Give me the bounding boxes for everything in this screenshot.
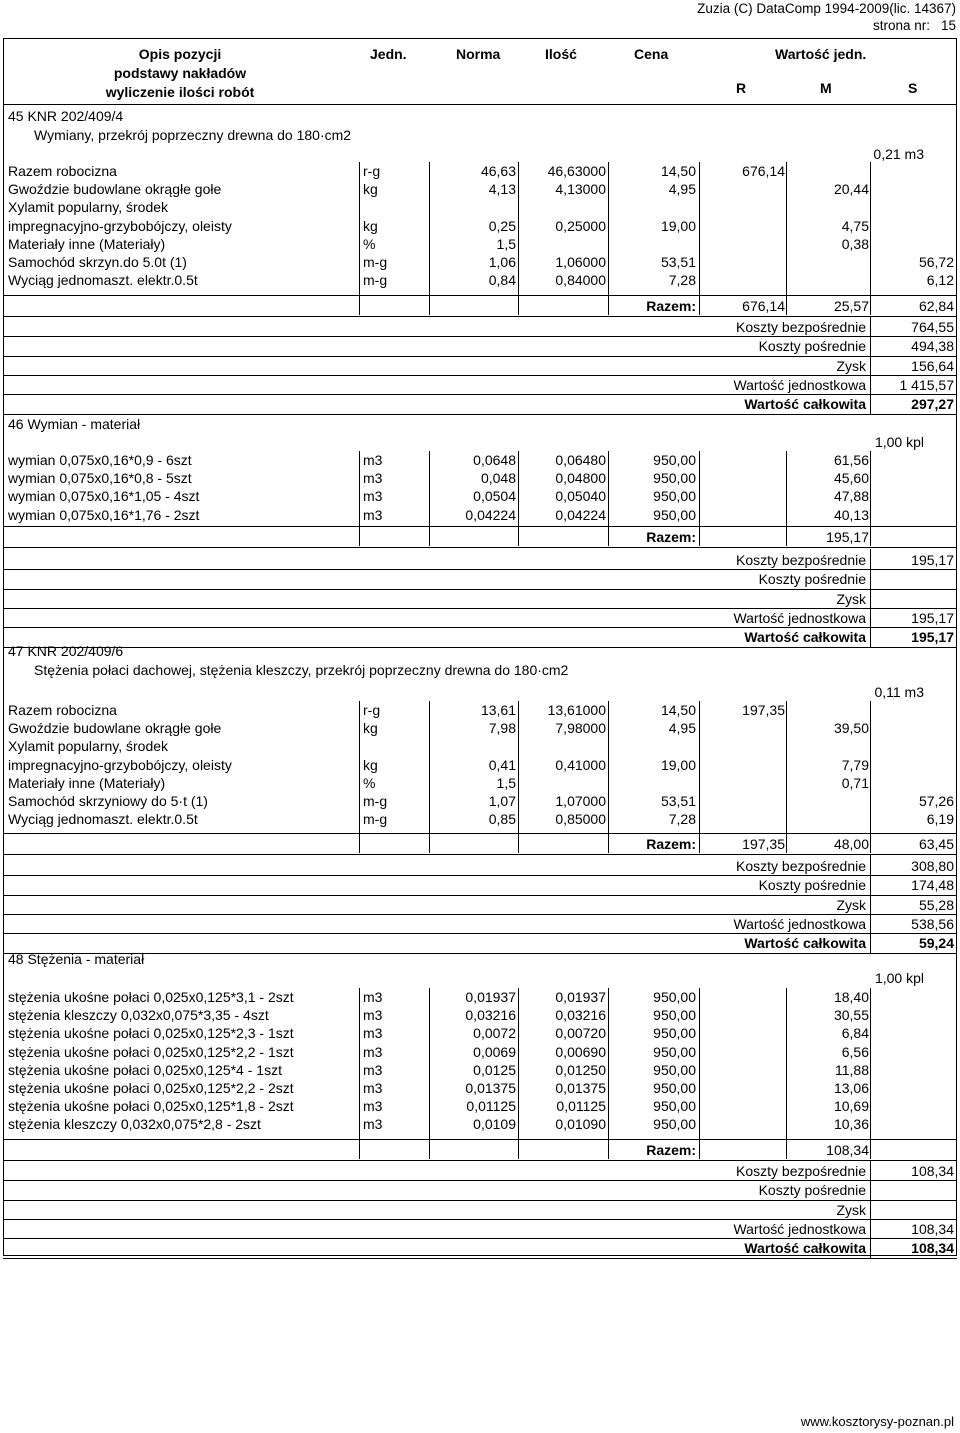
cell-norm: 4,13	[488, 181, 516, 198]
cell-norm: 0,0109	[473, 1116, 516, 1133]
cell-qty: 0,00690	[555, 1043, 606, 1060]
cell-price: 53,51	[660, 793, 696, 809]
summary-value: 308,80	[911, 858, 954, 874]
razem-row	[0, 528, 960, 546]
cell-unit: m3	[363, 1025, 383, 1042]
cell-qty: 0,01090	[555, 1116, 606, 1133]
cell-norm: 0,0125	[473, 1061, 516, 1078]
razem-line	[3, 316, 957, 317]
table-row	[0, 1061, 960, 1079]
cell-price: 950,00	[653, 989, 696, 1005]
cell-desc: wymian 0,075x0,16*1,76 - 2szt	[8, 506, 200, 523]
cell-unit: m3	[363, 1098, 383, 1115]
cell-norm: 0,0069	[473, 1043, 516, 1060]
cell-qty: 0,01250	[555, 1061, 606, 1078]
cell-price: 950,00	[653, 1098, 696, 1115]
cell-s: 6,19	[926, 811, 954, 828]
cell-qty: 0,01125	[556, 1098, 606, 1115]
cell-m: 61,56	[833, 452, 869, 468]
cell-desc: Gwoździe budowlane okrągłe gołe	[8, 181, 222, 198]
table-row	[0, 1097, 960, 1115]
col-qty: Ilość	[545, 46, 577, 62]
table-row	[0, 737, 960, 755]
cell-norm: 0,0072	[473, 1025, 516, 1042]
summary-row	[0, 857, 960, 875]
cell-unit: m3	[363, 1080, 383, 1096]
summary-label: Koszty pośrednie	[758, 877, 866, 894]
table-row	[0, 217, 960, 235]
table-row	[0, 180, 960, 198]
cell-unit: %	[363, 774, 376, 791]
total-value-row	[0, 395, 960, 413]
razem-label: Razem:	[646, 1142, 696, 1158]
cell-unit: m-g	[363, 254, 388, 270]
cell-desc: Razem robocizna	[8, 163, 117, 179]
cell-price: 53,51	[660, 254, 696, 270]
cell-norm: 0,25	[488, 217, 516, 234]
cell-desc: stężenia ukośne połaci 0,025x0,125*2,2 - 2szt	[8, 1080, 294, 1096]
table-row	[0, 774, 960, 792]
summary-value: 108,34	[911, 1163, 954, 1179]
cell-r: 197,35	[742, 702, 785, 718]
razem-line	[3, 854, 957, 855]
razem-label: Razem:	[646, 529, 696, 545]
cell-desc: Xylamit popularny, środek	[8, 738, 169, 755]
cell-m: 6,84	[841, 1025, 869, 1042]
summary-row	[0, 1181, 960, 1199]
cell-qty: 1,07000	[555, 793, 606, 809]
cell-norm: 0,01937	[465, 989, 516, 1005]
summary-value: 174,48	[911, 877, 954, 894]
table-row	[0, 451, 960, 469]
cell-desc: Razem robocizna	[8, 702, 117, 718]
table-row	[0, 1079, 960, 1097]
cell-unit: m3	[363, 506, 383, 523]
copyright-text: Zuzia (C) DataComp 1994-2009(lic. 14367)	[697, 1, 956, 16]
cell-norm: 0,0648	[473, 452, 516, 468]
summary-label: Zysk	[836, 896, 866, 913]
summary-line	[3, 647, 957, 648]
cell-desc: stężenia ukośne połaci 0,025x0,125*2,3 - 1szt	[8, 1025, 294, 1042]
section-subtitle: Wymiany, przekrój poprzeczny drewna do 180·cm2	[34, 127, 352, 143]
col-desc-line2: podstawy nakładów	[113, 65, 247, 81]
cell-desc: Xylamit popularny, środek	[8, 199, 169, 216]
cell-m: 13,06	[833, 1080, 869, 1096]
section-subtitle: Stężenia połaci dachowej, stężenia kleszczy, przekrój poprzeczny drewna do 180·cm2	[34, 662, 569, 678]
table-row	[0, 271, 960, 289]
cell-price: 950,00	[653, 470, 696, 487]
col-price: Cena	[634, 46, 669, 62]
cell-m: 39,50	[833, 720, 869, 737]
cell-qty: 0,00720	[555, 1025, 606, 1042]
cell-price: 950,00	[653, 1080, 696, 1096]
table-row	[0, 1024, 960, 1042]
table-row	[0, 487, 960, 505]
cell-m: 10,36	[833, 1116, 869, 1133]
cell-qty: 4,13000	[555, 181, 606, 198]
footer-website: www.kosztorysy-poznan.pl	[800, 1414, 954, 1429]
cell-m: 45,60	[833, 470, 869, 487]
section-title: 46 Wymian - materiał	[8, 416, 141, 432]
cell-qty: 0,01375	[555, 1080, 606, 1096]
summary-row	[0, 609, 960, 627]
total-value-row	[0, 628, 960, 646]
summary-value: 108,34	[911, 1220, 954, 1237]
summary-value: 156,64	[911, 357, 954, 374]
cell-s: 56,72	[918, 254, 954, 270]
cell-unit: kg	[363, 756, 378, 773]
summary-row	[0, 1220, 960, 1238]
cell-qty: 0,41000	[555, 756, 606, 773]
cell-price: 14,50	[660, 163, 696, 179]
cell-unit: m-g	[363, 272, 388, 289]
cell-price: 19,00	[660, 217, 696, 234]
cell-unit: %	[363, 235, 376, 252]
cell-desc: Wyciąg jednomaszt. elektr.0.5t	[8, 272, 198, 289]
table-row	[0, 701, 960, 719]
col-m: M	[820, 80, 832, 96]
cell-norm: 1,5	[496, 774, 516, 791]
page-number: 15	[940, 18, 956, 33]
cell-qty: 0,04800	[555, 470, 606, 487]
rows-divider	[3, 1139, 957, 1140]
cell-norm: 46,63	[480, 163, 516, 179]
col-unit: Jedn.	[370, 46, 407, 62]
summary-label: Zysk	[836, 357, 866, 374]
section-amount: 1,00 kpl	[874, 434, 924, 450]
page-label: strona nr:	[872, 18, 930, 33]
cell-desc: stężenia ukośne połaci 0,025x0,125*3,1 - 2szt	[8, 989, 294, 1005]
cell-norm: 0,41	[488, 756, 516, 773]
cell-price: 950,00	[653, 1025, 696, 1042]
cell-desc: stężenia kleszczy 0,032x0,075*2,8 - 2szt	[8, 1116, 261, 1133]
cell-unit: kg	[363, 181, 378, 198]
cell-unit: m3	[363, 452, 383, 468]
cell-m: 7,79	[841, 756, 869, 773]
summary-row	[0, 896, 960, 914]
cell-unit: r-g	[363, 702, 381, 718]
summary-value: 538,56	[911, 915, 954, 932]
summary-value: 108,34	[911, 1240, 954, 1257]
cell-unit: m-g	[363, 811, 388, 828]
summary-line	[3, 414, 957, 415]
cell-price: 950,00	[653, 1007, 696, 1024]
cell-desc: Wyciąg jednomaszt. elektr.0.5t	[8, 811, 198, 828]
cell-m: 20,44	[833, 181, 869, 198]
cell-m: 40,13	[833, 506, 869, 523]
summary-value: 764,55	[911, 319, 954, 335]
cell-price: 19,00	[660, 756, 696, 773]
cell-price: 4,95	[668, 720, 696, 737]
cell-qty: 1,06000	[555, 254, 606, 270]
cell-r: 676,14	[742, 163, 785, 179]
summary-row	[0, 1201, 960, 1219]
razem-s: 63,45	[918, 836, 954, 852]
summary-row	[0, 876, 960, 894]
summary-row	[0, 376, 960, 394]
table-row	[0, 756, 960, 774]
summary-label: Koszty bezpośrednie	[736, 319, 866, 335]
cell-unit: m3	[363, 989, 383, 1005]
cell-desc: impregnacyjno-grzybobójczy, oleisty	[8, 756, 232, 773]
cell-desc: wymian 0,075x0,16*0,8 - 5szt	[8, 470, 192, 487]
rows-divider	[3, 526, 957, 527]
summary-label: Koszty bezpośrednie	[736, 858, 866, 874]
cell-price: 950,00	[653, 1116, 696, 1133]
cell-unit: m3	[363, 488, 383, 505]
summary-row	[0, 337, 960, 355]
cell-norm: 0,85	[488, 811, 516, 828]
cell-qty: 0,01937	[555, 989, 606, 1005]
cell-desc: impregnacyjno-grzybobójczy, oleisty	[8, 217, 232, 234]
cell-qty: 0,85000	[555, 811, 606, 828]
summary-value: 195,17	[911, 552, 954, 568]
cell-norm: 0,03216	[465, 1007, 516, 1024]
cell-desc: stężenia ukośne połaci 0,025x0,125*1,8 - 2szt	[8, 1098, 294, 1115]
cell-qty: 7,98000	[555, 720, 606, 737]
table-row	[0, 1043, 960, 1061]
summary-label: Wartość całkowita	[744, 1240, 866, 1257]
summary-value: 59,24	[918, 935, 954, 952]
cell-m: 18,40	[833, 989, 869, 1005]
cell-m: 47,88	[833, 488, 869, 505]
rows-divider	[3, 295, 957, 296]
cell-unit: m3	[363, 1043, 383, 1060]
cell-unit: kg	[363, 720, 378, 737]
razem-m: 25,57	[833, 298, 869, 314]
cell-desc: Materiały inne (Materiały)	[8, 774, 166, 791]
table-row	[0, 469, 960, 487]
cell-m: 6,56	[841, 1043, 869, 1060]
col-s: S	[908, 80, 918, 96]
cell-desc: stężenia ukośne połaci 0,025x0,125*4 - 1szt	[8, 1061, 282, 1078]
summary-label: Zysk	[836, 590, 866, 607]
summary-row	[0, 570, 960, 588]
razem-m: 108,34	[826, 1142, 869, 1158]
col-desc-line3: wyliczenie ilości robót	[105, 84, 255, 100]
table-row	[0, 235, 960, 253]
razem-r: 676,14	[742, 298, 785, 314]
cell-m: 30,55	[833, 1007, 869, 1024]
summary-row	[0, 551, 960, 569]
cell-desc: Samochód skrzyn.do 5.0t (1)	[8, 254, 187, 270]
cell-unit: kg	[363, 217, 378, 234]
razem-row	[0, 297, 960, 315]
cell-m: 11,88	[835, 1061, 869, 1078]
cell-norm: 1,07	[488, 793, 516, 809]
cell-desc: wymian 0,075x0,16*1,05 - 4szt	[8, 488, 200, 505]
cell-norm: 0,84	[488, 272, 516, 289]
summary-label: Wartość jednostkowa	[733, 376, 866, 393]
cell-price: 4,95	[668, 181, 696, 198]
summary-label: Koszty pośrednie	[758, 571, 866, 588]
summary-label: Wartość całkowita	[744, 935, 866, 952]
cell-m: 0,38	[841, 235, 869, 252]
summary-value: 55,28	[918, 896, 954, 913]
table-row	[0, 162, 960, 180]
table-row	[0, 1006, 960, 1024]
section-title: 48 Stężenia - materiał	[8, 951, 145, 967]
section-amount: 0,11 m3	[874, 684, 924, 700]
cell-price: 950,00	[653, 488, 696, 505]
table-row	[0, 198, 960, 216]
cell-m: 0,71	[841, 774, 869, 791]
razem-row	[0, 1141, 960, 1159]
cell-qty: 0,04224	[555, 506, 606, 523]
razem-m: 48,00	[833, 836, 869, 852]
summary-label: Koszty pośrednie	[758, 1182, 866, 1199]
razem-line	[3, 547, 957, 548]
summary-line	[3, 953, 957, 954]
summary-row	[0, 590, 960, 608]
cell-unit: m3	[363, 470, 383, 487]
table-row	[0, 1115, 960, 1133]
col-desc-line1: Opis pozycji	[138, 46, 222, 62]
summary-label: Wartość jednostkowa	[733, 1220, 866, 1237]
cell-price: 7,28	[668, 811, 696, 828]
cell-desc: stężenia kleszczy 0,032x0,075*3,35 - 4szt	[8, 1007, 269, 1024]
cell-norm: 0,01375	[465, 1080, 516, 1096]
cell-qty: 0,03216	[555, 1007, 606, 1024]
cell-qty: 13,61000	[547, 702, 606, 718]
summary-label: Wartość całkowita	[744, 396, 866, 413]
summary-label: Wartość jednostkowa	[733, 915, 866, 932]
summary-row	[0, 357, 960, 375]
section-title: 47 KNR 202/409/6	[8, 643, 124, 659]
cell-s: 6,12	[926, 272, 954, 289]
razem-line	[3, 1160, 957, 1161]
cell-norm: 0,01125	[466, 1098, 516, 1115]
cell-price: 950,00	[653, 1043, 696, 1060]
cell-desc: Samochód skrzyniowy do 5·t (1)	[8, 793, 208, 809]
summary-label: Zysk	[836, 1201, 866, 1218]
table-row	[0, 719, 960, 737]
summary-value: 195,17	[911, 609, 954, 626]
cell-price: 950,00	[653, 1061, 696, 1078]
summary-row	[0, 1162, 960, 1180]
summary-value: 297,27	[911, 396, 954, 413]
razem-label: Razem:	[646, 836, 696, 852]
col-norm: Norma	[456, 46, 501, 62]
cell-desc: wymian 0,075x0,16*0,9 - 6szt	[8, 452, 192, 468]
razem-m: 195,17	[826, 529, 869, 545]
cell-qty: 0,25000	[555, 217, 606, 234]
summary-row	[0, 915, 960, 933]
cell-unit: m-g	[363, 793, 388, 809]
summary-label: Wartość jednostkowa	[733, 609, 866, 626]
table-row	[0, 988, 960, 1006]
cell-qty: 0,06480	[555, 452, 606, 468]
section-amount: 0,21 m3	[873, 146, 924, 162]
summary-label: Koszty pośrednie	[758, 338, 866, 355]
summary-label: Koszty bezpośrednie	[736, 552, 866, 568]
section-title: 45 KNR 202/409/4	[8, 108, 124, 124]
razem-row	[0, 835, 960, 853]
cell-norm: 0,04224	[465, 506, 516, 523]
cell-desc: Gwoździe budowlane okrągłe gołe	[8, 720, 222, 737]
cell-unit: m3	[363, 1007, 383, 1024]
summary-label: Wartość całkowita	[744, 629, 866, 646]
cell-qty: 0,84000	[555, 272, 606, 289]
table-row	[0, 792, 960, 810]
section-amount: 1,00 kpl	[874, 970, 924, 986]
summary-value: 1 415,57	[899, 376, 954, 393]
cell-price: 950,00	[653, 452, 696, 468]
cell-price: 7,28	[668, 272, 696, 289]
cell-norm: 7,98	[488, 720, 516, 737]
total-value-row	[0, 1239, 960, 1257]
table-row	[0, 253, 960, 271]
razem-label: Razem:	[646, 298, 696, 314]
cell-s: 57,26	[918, 793, 954, 809]
summary-value: 195,17	[911, 629, 954, 646]
cell-m: 4,75	[841, 217, 869, 234]
cell-m: 10,69	[833, 1098, 869, 1115]
summary-value: 494,38	[911, 338, 954, 355]
razem-r: 197,35	[742, 836, 785, 852]
cell-desc: Materiały inne (Materiały)	[8, 235, 166, 252]
razem-s: 62,84	[918, 298, 954, 314]
cell-qty: 46,63000	[547, 163, 606, 179]
cell-desc: stężenia ukośne połaci 0,025x0,125*2,2 - 1szt	[8, 1043, 294, 1060]
cell-norm: 0,048	[480, 470, 516, 487]
col-r: R	[736, 80, 747, 96]
col-unit-value: Wartość jedn.	[775, 46, 867, 62]
header-divider	[3, 104, 957, 105]
cell-norm: 1,06	[488, 254, 516, 270]
table-row	[0, 506, 960, 524]
cell-norm: 13,61	[480, 702, 516, 718]
cell-price: 14,50	[660, 702, 696, 718]
cell-norm: 0,0504	[473, 488, 516, 505]
summary-line	[3, 1258, 957, 1259]
table-row	[0, 810, 960, 828]
cell-unit: r-g	[363, 163, 381, 179]
summary-row	[0, 318, 960, 336]
cell-qty: 0,05040	[555, 488, 606, 505]
cell-unit: m3	[363, 1061, 383, 1078]
summary-label: Koszty bezpośrednie	[736, 1163, 866, 1179]
rows-divider	[3, 833, 957, 834]
cell-unit: m3	[363, 1116, 383, 1133]
cell-norm: 1,5	[496, 235, 516, 252]
cell-price: 950,00	[653, 506, 696, 523]
